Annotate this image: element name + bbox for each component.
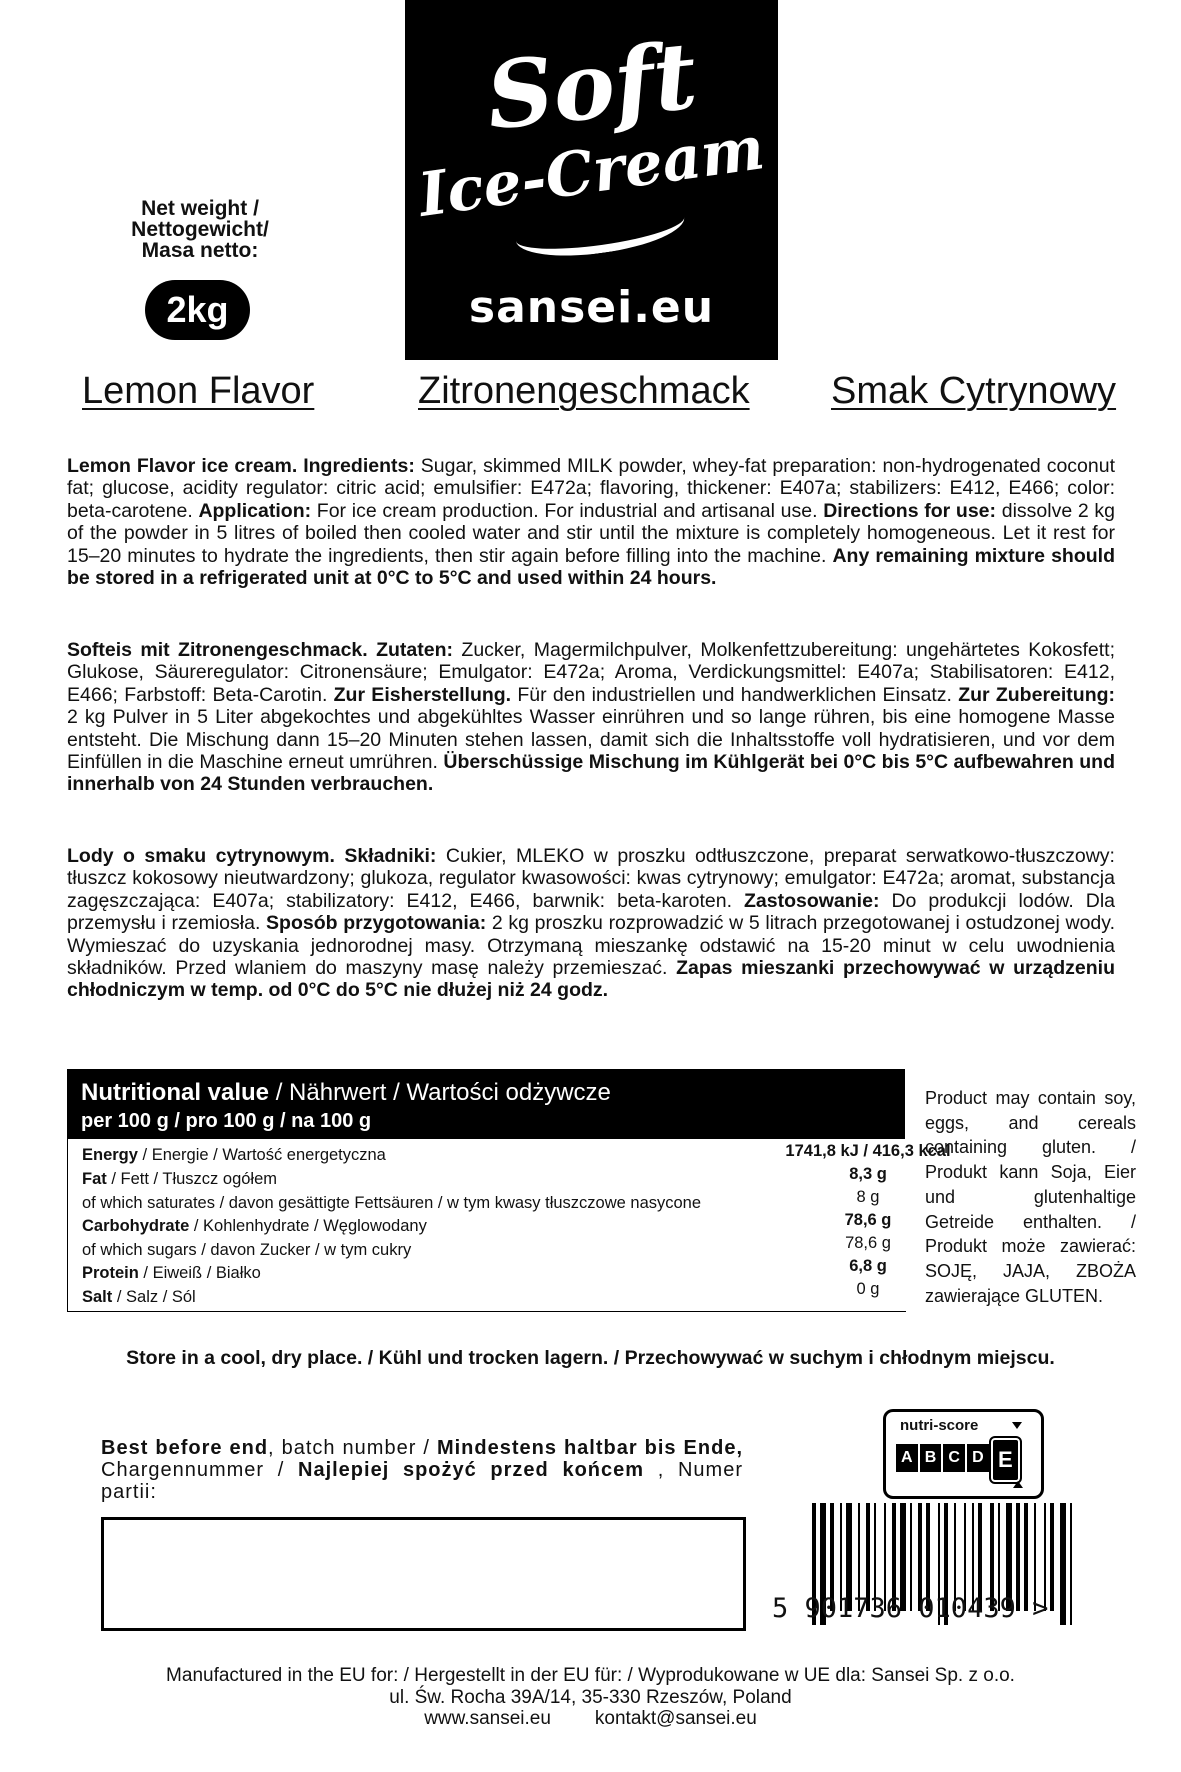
- nutrition-row-saturates: [82, 1193, 701, 1213]
- storage-instructions: Store in a cool, dry place. / Kühl und trocken lagern. / Przechowywać w suchym i chłodnym miejscu.: [126, 1347, 1055, 1369]
- nutrition-table: [67, 1139, 951, 1312]
- desc-de-bold-1: Softeis mit Zitronengeschmack. Zutaten:: [67, 639, 454, 661]
- desc-pl-bold-3: Sposób przygotowania:: [266, 912, 487, 935]
- contact-line: [0, 1708, 1181, 1730]
- flavor-title-en: Lemon Flavor: [82, 370, 315, 412]
- nutrition-title-bold: Nutritional value: [81, 1079, 270, 1106]
- nutrition-row-label-rest: of which sugars / davon Zucker / w tym cukry: [82, 1241, 412, 1259]
- batch-number-box: [101, 1517, 746, 1631]
- nutrition-row-label-rest: / Eiweiß / Białko: [138, 1264, 261, 1282]
- nutrition-row-label: Fat: [82, 1170, 107, 1188]
- flavor-title-de: Zitronengeschmack: [418, 370, 750, 412]
- best-before-text-1: , batch number /: [268, 1437, 437, 1459]
- desc-pl-bold-2: Zastosowanie:: [744, 889, 880, 912]
- nutrition-row-label-rest: / Fett / Tłuszcz ogółem: [106, 1170, 278, 1188]
- nutrition-row-label: Salt: [82, 1288, 113, 1306]
- barcode-number: 5 901736 010439 >: [772, 1593, 1049, 1624]
- arrow-up-icon: [1013, 1481, 1023, 1488]
- manufacturer-address: ul. Św. Rocha 39A/14, 35-330 Rzeszów, Poland: [389, 1686, 792, 1708]
- desc-en-text-2: For ice cream production. For industrial and artisanal use.: [311, 499, 824, 522]
- email-link[interactable]: kontakt@sansei.eu: [594, 1708, 757, 1729]
- nutrition-row-label-rest: / Kohlenhydrate / Węglowodany: [189, 1217, 427, 1235]
- nutrition-title-rest: / Nährwert / Wartości odżywcze: [269, 1079, 611, 1106]
- desc-pl-text-2: Do produkcji lodów. Dla przemysłu i rzemiosła.: [67, 889, 1116, 935]
- desc-de-text-1: Zucker, Magermilchpulver, Molkenfettzubereitung: ungehärtetes Kokosfett; Glukose, Säureregulator: Citronensäure; Emulgator: E472a; Aroma, Verdickungsmittel: E407a; Stabilisatoren: E412, E466; Farbstoff: Beta-Carotin.: [67, 639, 1116, 706]
- nutrition-row-carbohydrate: [82, 1216, 427, 1236]
- best-before-pl: Najlepiej spożyć przed końcem: [298, 1459, 645, 1481]
- desc-de-bold-3: Zur Zubereitung:: [958, 683, 1116, 706]
- nutrition-row-label: Protein: [82, 1264, 139, 1282]
- nutrition-value-protein: 6,8 g: [849, 1257, 887, 1275]
- desc-pl-text-1: Cukier, MLEKO w proszku odtłuszczone, preparat serwatkowo-tłuszczowy: tłuszcz kokosowy nieutwardzony; glukoza, regulator kwasowości: kwas cytrynowy; emulgator: E472a; aromat, substancja zagęszczająca: E407a; stabilizatory: E412, E466, barwnik: beta-karoten.: [67, 845, 1115, 912]
- nutrition-row-sugars: [82, 1240, 411, 1260]
- desc-en-text-3: dissolve 2 kg of the powder in 5 litres of boiled then cooled water and stir until the mixture is completely homogeneous. Let it rest for 15–20 minutes to hydrate the ingredients, then stir again before filling into the machine.: [67, 499, 1115, 567]
- manufacturer-line: Manufactured in the EU for: / Hergestellt in der EU für: / Wyprodukowane w UE dla: Sansei Sp. z o.o.: [166, 1665, 1015, 1686]
- nutrition-row-fat: [82, 1169, 277, 1189]
- description-en: [67, 455, 1115, 589]
- logo-website: sansei.eu: [468, 282, 715, 333]
- brand-logo: [405, 0, 778, 360]
- desc-de-bold-2: Zur Eisherstellung.: [333, 683, 512, 706]
- nutrition-row-energy: [82, 1145, 386, 1165]
- nutrition-value-saturates: 8 g: [856, 1188, 880, 1206]
- net-weight-label: [110, 198, 290, 261]
- desc-pl-bold-4: Zapas mieszanki przechowywać w urządzeniu chłodniczym w temp. od 0°C do 5°C nie dłużej niż 24 godz.: [67, 957, 1115, 1002]
- nutrition-value-fat: 8,3 g: [849, 1165, 887, 1183]
- net-weight-label-de: Nettogewicht/: [131, 218, 269, 241]
- nutri-score-badge: [883, 1409, 1044, 1499]
- best-before-label: [101, 1437, 743, 1503]
- nutri-score-letter-b: B: [920, 1444, 942, 1472]
- best-before-en: Best before end: [101, 1437, 269, 1459]
- desc-pl-bold-1: Lody o smaku cytrynowym. Składniki:: [67, 845, 437, 867]
- desc-en-bold-2: Application:: [198, 499, 312, 522]
- nutrition-row-salt: [82, 1287, 196, 1307]
- nutri-score-letter-a: A: [896, 1444, 918, 1472]
- nutri-score-scale: [896, 1444, 1022, 1472]
- nutrition-row-protein: [82, 1263, 261, 1283]
- nutrition-row-label-rest: / Energie / Wartość energetyczna: [137, 1146, 386, 1164]
- desc-en-bold-3: Directions for use:: [823, 499, 997, 522]
- nutrition-value-carbohydrate: 78,6 g: [844, 1211, 892, 1229]
- nutrition-subtitle: per 100 g / pro 100 g / na 100 g: [81, 1110, 372, 1132]
- nutrition-row-label: Carbohydrate: [82, 1217, 190, 1235]
- nutri-score-letter-c: C: [943, 1444, 965, 1472]
- best-before-de: Mindestens haltbar bis Ende,: [436, 1437, 744, 1459]
- nutri-score-letter-d: D: [967, 1444, 989, 1472]
- flavor-title-pl: Smak Cytrynowy: [831, 370, 1117, 412]
- manufacturer-footer: [0, 1665, 1181, 1730]
- net-weight-value: 2kg: [145, 280, 250, 340]
- nutrition-value-salt: 0 g: [856, 1280, 880, 1298]
- desc-de-text-2: Für den industriellen und handwerklichen Einsatz.: [511, 683, 959, 706]
- nutri-score-letter-e-active: E: [991, 1438, 1020, 1482]
- logo-title-ice-cream: Ice-Cream: [414, 113, 769, 231]
- nutrition-row-label-rest: of which saturates / davon gesättigte Fettsäuren / w tym kwasy tłuszczowe nasycone: [82, 1194, 702, 1212]
- logo-title-soft: Soft: [481, 21, 702, 151]
- best-before-text-2: Chargennummer /: [101, 1459, 298, 1481]
- website-link[interactable]: www.sansei.eu: [424, 1708, 551, 1729]
- nutri-score-label: nutri-score: [900, 1417, 979, 1434]
- desc-pl-text-3: 2 kg proszku rozprowadzić w 5 litrach przegotowanej i ostudzonej wody. Wymieszać do uzyskania jednorodnej masy. Otrzymaną mieszankę odstawić na 15-20 minut w celu uwodnienia składników. Przed wlaniem do maszyny masę należy przemieszać.: [67, 912, 1115, 980]
- desc-en-bold-4: Any remaining mixture should be stored in a refrigerated unit at 0°C to 5°C and used within 24 hours.: [67, 544, 1115, 590]
- net-weight-label-pl: Masa netto:: [141, 239, 259, 262]
- desc-en-text-1: Sugar, skimmed MILK powder, whey-fat preparation: non-hydrogenated coconut fat; glucose, acidity regulator: citric acid; emulsifier: E472a; flavoring, thickener: E407a; stabilizers: E412, E466; color: beta-carotene.: [67, 455, 1115, 522]
- nutrition-value-energy: 1741,8 kJ / 416,3 kcal: [785, 1142, 951, 1160]
- nutrition-row-label-rest: / Salz / Sól: [112, 1288, 196, 1306]
- desc-de-text-3: 2 kg Pulver in 5 Liter abgekochtes und abgekühltes Wasser einrühren und so lange rühren, bis eine homogene Masse entsteht. Die Mischung dann 15–20 Minuten stehen lassen, damit sich die Inhaltsstoffe voll hydratisieren, und vor dem Einfüllen in die Maschine erneut umrühren.: [67, 706, 1115, 774]
- nutrition-title: [81, 1079, 611, 1107]
- nutrition-table-header: [67, 1069, 905, 1139]
- description-pl: [67, 845, 1115, 1002]
- description-de: [67, 639, 1115, 796]
- best-before-text-3: , Numer partii:: [101, 1459, 743, 1503]
- desc-en-bold-1: Lemon Flavor ice cream. Ingredients:: [67, 455, 415, 477]
- nutrition-row-label: Energy: [82, 1146, 138, 1164]
- arrow-down-icon: [1012, 1422, 1022, 1429]
- desc-de-bold-4: Überschüssige Mischung im Kühlgerät bei 0°C bis 5°C aufbewahren und innerhalb von 24 Stunden verbrauchen.: [67, 751, 1115, 796]
- nutrition-value-sugars: 78,6 g: [845, 1234, 891, 1252]
- net-weight-label-en: Net weight /: [141, 197, 259, 220]
- allergen-note: Product may contain soy, eggs, and cereals containing gluten. / Produkt kann Soja, Eier und glutenhaltige Getreide enthalten. / Produkt może zawierać: SOJĘ, JAJA, ZBOŻA zawierające GLUTEN.: [925, 1088, 1136, 1306]
